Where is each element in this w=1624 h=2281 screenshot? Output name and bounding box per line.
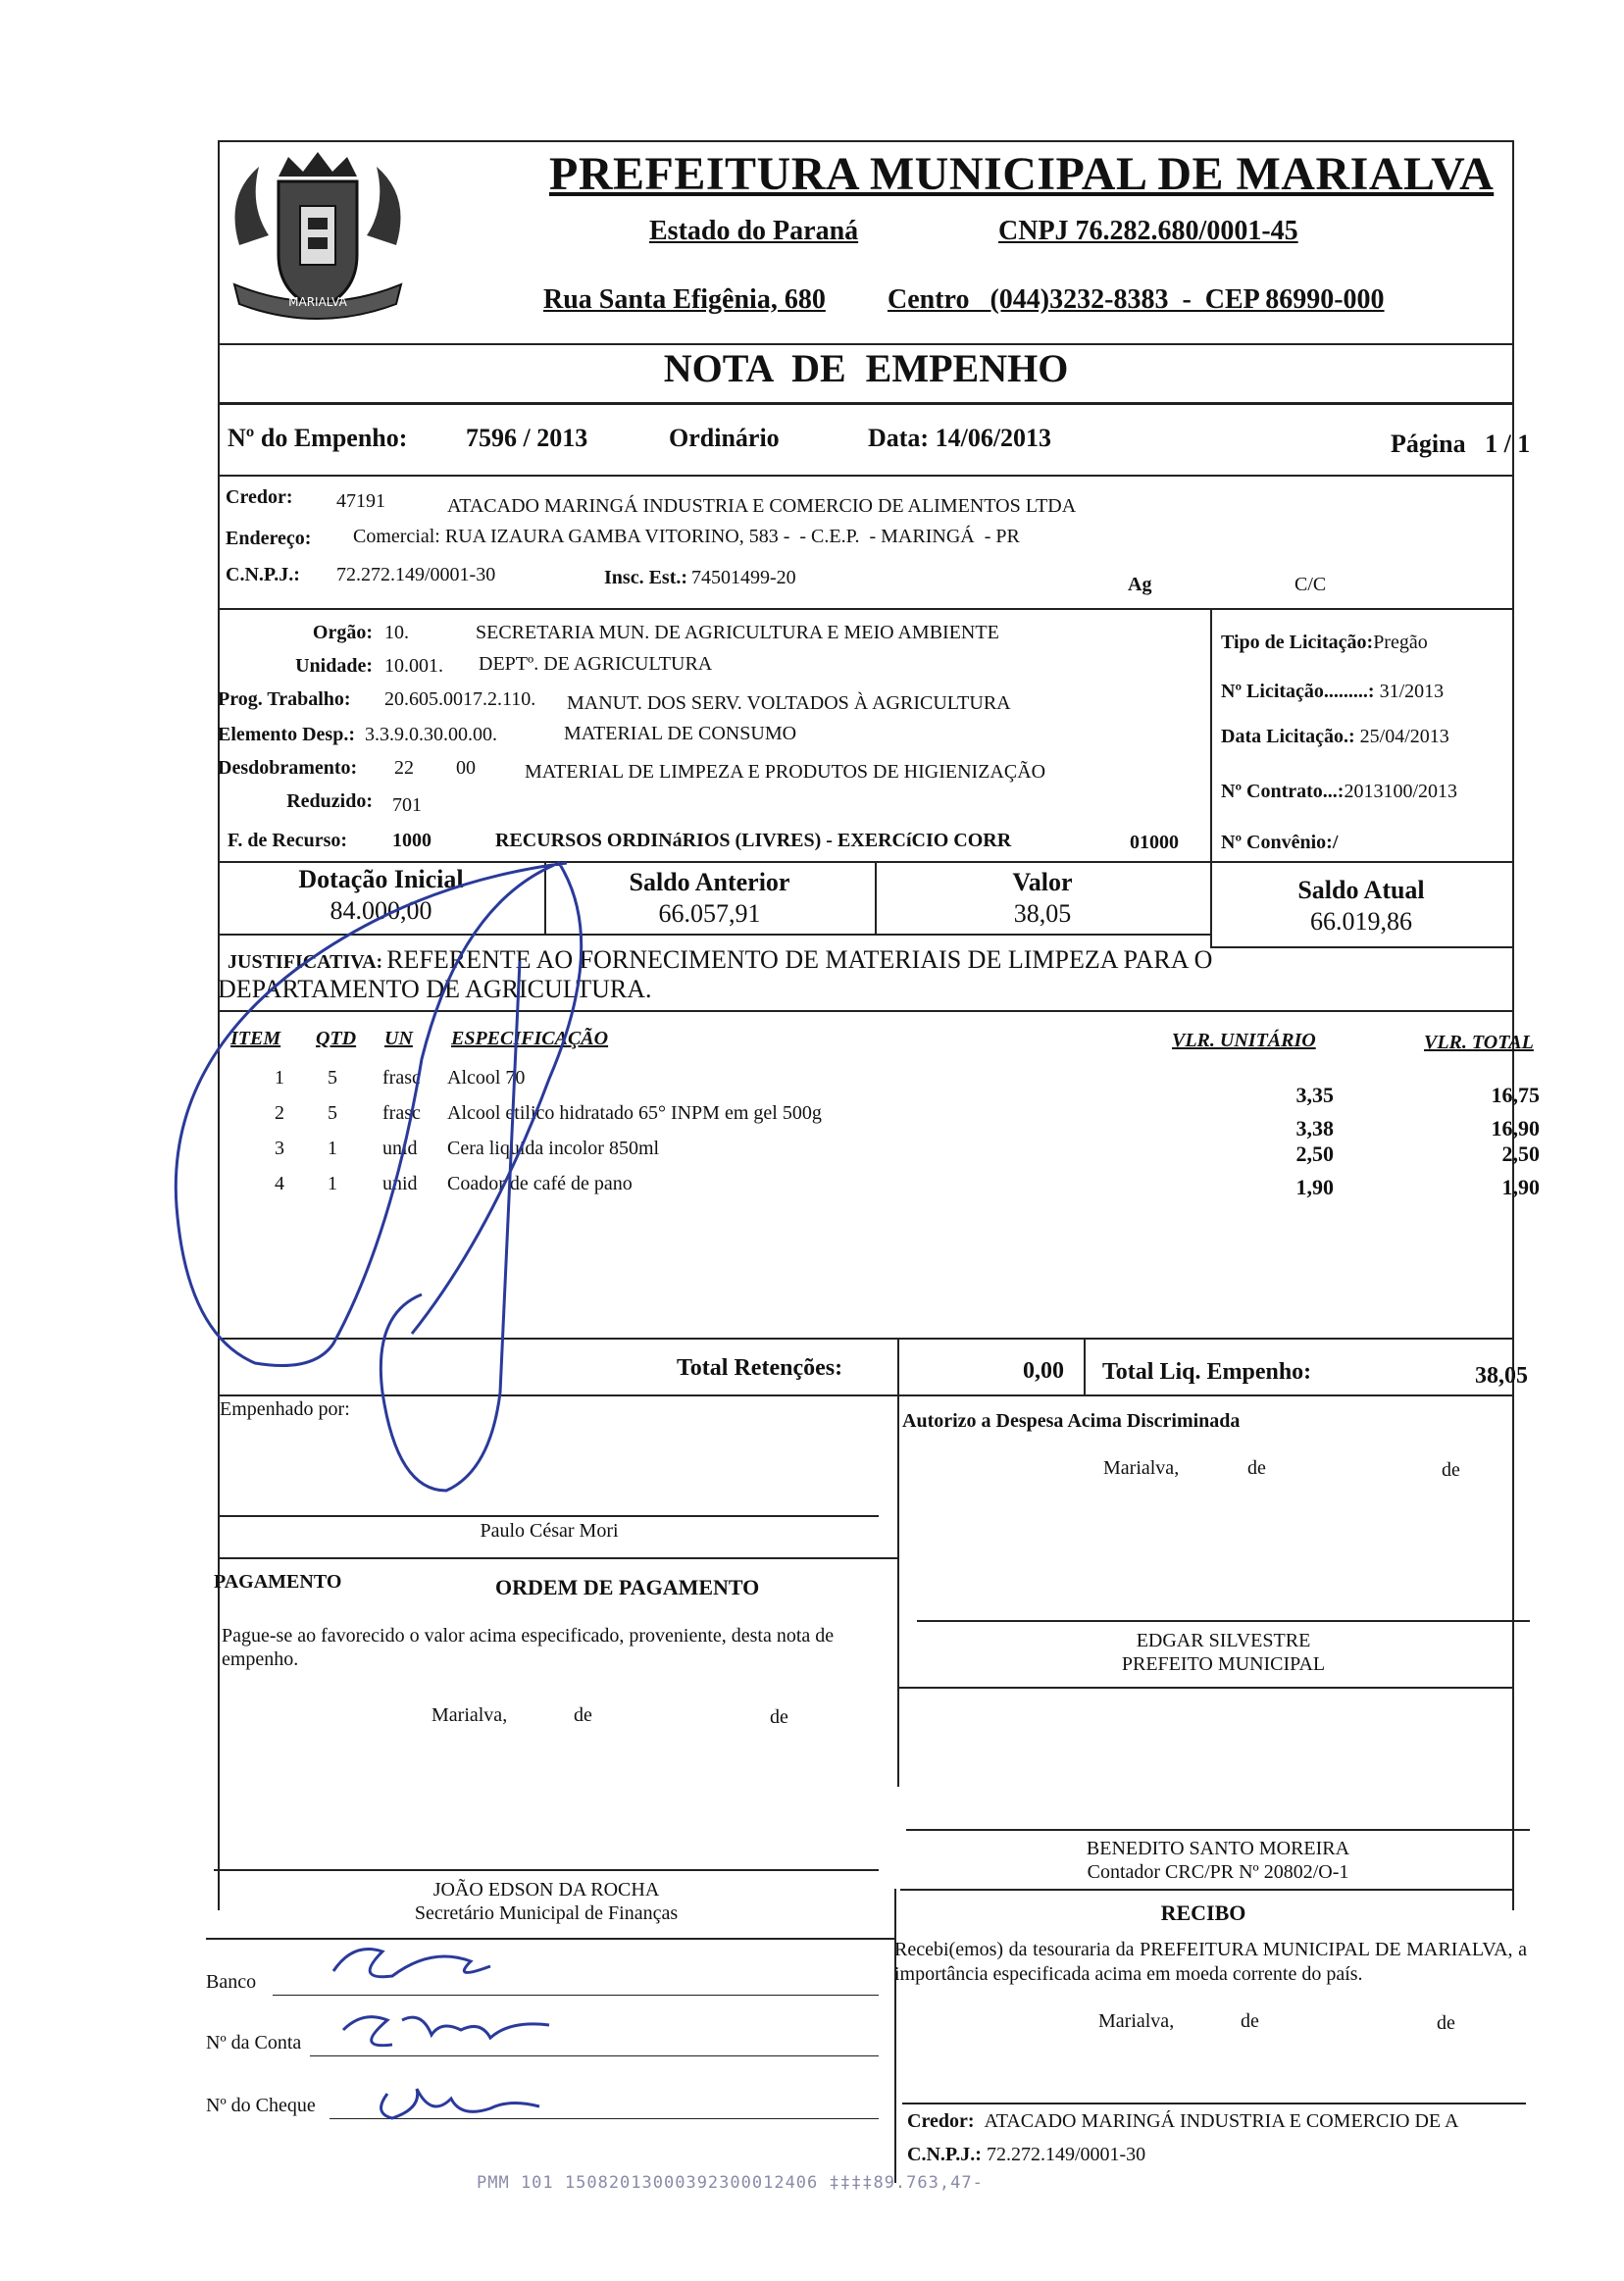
- header-cnpj: CNPJ 76.282.680/0001-45: [998, 216, 1298, 246]
- divider: [1210, 946, 1512, 948]
- reduzido-label: Reduzido:: [286, 790, 373, 812]
- prog-label: Prog. Trabalho:: [218, 688, 351, 710]
- item-spec: Alcool 70: [447, 1067, 526, 1089]
- unidade-name: DEPTº. DE AGRICULTURA: [479, 653, 713, 675]
- orgao-label: Orgão:: [312, 622, 373, 643]
- contador-title: Contador CRC/PR Nº 20802/O-1: [1087, 1861, 1349, 1883]
- pagamento-label: PAGAMENTO: [214, 1571, 342, 1593]
- divider: [218, 1010, 1514, 1012]
- credor-code: 47191: [336, 490, 385, 512]
- insc-label: Insc. Est.:: [604, 567, 688, 588]
- empenhado-name: Paulo César Mori: [480, 1520, 619, 1542]
- numero-licitacao: Nº Licitação.........: 31/2013: [1221, 681, 1445, 702]
- divider-vertical: [1084, 1338, 1086, 1396]
- empenho-date: Data: 14/06/2013: [868, 424, 1052, 452]
- elemento-code: 3.3.9.0.30.00.00.: [365, 724, 497, 745]
- col-valor-total: VLR. TOTAL: [1424, 1032, 1534, 1053]
- desdobramento-code1: 22: [394, 757, 414, 779]
- justificativa-line2: DEPARTAMENTO DE AGRICULTURA.: [218, 975, 652, 1003]
- state-name: Estado do Paraná: [649, 216, 859, 246]
- col-item: ITEM: [230, 1028, 281, 1049]
- footer-stamp: PMM 101 15082013000392300012406 ‡‡‡‡89.763,47-: [477, 2173, 984, 2193]
- item-qtd: 1: [328, 1173, 337, 1194]
- prog-code: 20.605.0017.2.110.: [384, 688, 536, 710]
- divider: [218, 475, 1514, 477]
- unidade-label: Unidade:: [295, 655, 373, 677]
- banco-line: [273, 1995, 879, 1996]
- col-un: UN: [384, 1028, 413, 1049]
- ordem-pagamento-label: ORDEM DE PAGAMENTO: [495, 1575, 760, 1599]
- banco-signature: [333, 1950, 490, 1977]
- divider-vertical: [894, 1889, 896, 2183]
- header-address-rest: Centro (044)3232-8383 - CEP 86990-000: [888, 284, 1385, 315]
- item-number: 3: [275, 1138, 284, 1159]
- item-spec: Coador de café de pano: [447, 1173, 633, 1194]
- page-number: Página 1 / 1: [1391, 430, 1531, 458]
- prog-name: MANUT. DOS SERV. VOLTADOS À AGRICULTURA: [567, 692, 1011, 714]
- dotacao-inicial-value: 84.000,00: [330, 896, 432, 925]
- item-number: 4: [275, 1173, 284, 1194]
- valor-value: 38,05: [1013, 899, 1072, 928]
- header-address: Rua Santa Efigênia, 680: [543, 284, 826, 315]
- divider-vertical: [897, 1338, 899, 1396]
- cc-label: C/C: [1294, 574, 1327, 595]
- item-unit-value: 2,50: [1295, 1141, 1334, 1166]
- pagamento-de2: de: [770, 1706, 788, 1728]
- recibo-de1: de: [1241, 2010, 1259, 2032]
- item-unit-value: 3,35: [1295, 1083, 1334, 1107]
- divider: [218, 1338, 1514, 1340]
- divider: [902, 2103, 1526, 2104]
- pagamento-text: Pague-se ao favorecido o valor acima especificado, proveniente, desta nota de empenho.: [222, 1625, 835, 1670]
- item-unit-value: 3,38: [1295, 1116, 1334, 1140]
- credor-name: ATACADO MARINGÁ INDUSTRIA E COMERCIO DE ALIMENTOS LTDA: [447, 495, 1077, 517]
- divider: [218, 402, 1514, 405]
- document-title: NOTA DE EMPENHO: [663, 346, 1069, 390]
- liquido-value: 38,05: [1475, 1363, 1528, 1389]
- item-number: 1: [275, 1067, 284, 1089]
- signature-line: [917, 1620, 1530, 1622]
- justificativa-line1: REFERENTE AO FORNECIMENTO DE MATERIAIS DE LIMPEZA PARA O: [386, 945, 1213, 974]
- conta-line: [310, 2055, 879, 2056]
- desdobramento-name: MATERIAL DE LIMPEZA E PRODUTOS DE HIGIENIZAÇÃO: [525, 761, 1046, 783]
- recurso-number: 01000: [1130, 832, 1179, 853]
- credor-address: Comercial: RUA IZAURA GAMBA VITORINO, 583 - - C.E.P. - MARINGÁ - PR: [353, 526, 1020, 547]
- item-unit-value: 1,90: [1295, 1175, 1334, 1199]
- conta-handwriting: [343, 2017, 549, 2046]
- item-total-value: 1,90: [1501, 1175, 1540, 1199]
- item-spec: Cera liquida incolor 850ml: [447, 1138, 660, 1159]
- dotacao-inicial-label: Dotação Inicial: [298, 865, 464, 893]
- col-especificacao: ESPECIFICAÇÃO: [451, 1028, 609, 1049]
- unidade-code: 10.001.: [384, 655, 443, 677]
- banco-label: Banco: [206, 1971, 257, 1993]
- table-row: [0, 1138, 1624, 1173]
- divider-vertical: [897, 1394, 899, 1787]
- divider: [218, 934, 1210, 936]
- recurso-label: F. de Recurso:: [228, 830, 348, 851]
- item-total-value: 16,90: [1491, 1116, 1540, 1140]
- recurso-name: RECURSOS ORDINáRIOS (LIVRES) - EXERCíCIO CORR: [495, 830, 1012, 851]
- elemento-name: MATERIAL DE CONSUMO: [564, 723, 797, 744]
- justificativa: [228, 945, 1212, 975]
- orgao-code: 10.: [384, 622, 409, 643]
- cheque-line: [330, 2118, 879, 2119]
- empenho-type: Ordinário: [669, 424, 780, 452]
- item-spec: Alcool etilico hidratado 65° INPM em gel 500g: [447, 1102, 822, 1124]
- tipo-licitacao: Tipo de Licitação:Pregão: [1221, 632, 1428, 653]
- table-row: [0, 1067, 1624, 1107]
- prefeito-title: PREFEITO MUNICIPAL: [1121, 1653, 1326, 1675]
- pagamento-de1: de: [574, 1704, 592, 1726]
- ag-label: Ag: [1128, 574, 1152, 595]
- item-number: 2: [275, 1102, 284, 1124]
- saldo-anterior-value: 66.057,91: [658, 899, 761, 928]
- signature-line: [220, 1515, 879, 1517]
- saldo-anterior-label: Saldo Anterior: [629, 868, 790, 896]
- table-row: [0, 1102, 1624, 1138]
- recibo-credor: Credor: ATACADO MARINGÁ INDUSTRIA E COMERCIO DE A: [907, 2110, 1459, 2132]
- item-un: frasc: [382, 1067, 421, 1089]
- retencoes-label: Total Retenções:: [677, 1355, 843, 1381]
- empenho-label: Nº do Empenho:: [228, 424, 408, 452]
- cheque-label: Nº do Cheque: [206, 2095, 316, 2116]
- secretario-title: Secretário Municipal de Finanças: [414, 1902, 679, 1924]
- divider: [206, 1938, 894, 1940]
- recibo-place: Marialva,: [1098, 2010, 1175, 2032]
- signature-line: [906, 1829, 1530, 1831]
- credor-cnpj: 72.272.149/0001-30: [336, 564, 496, 585]
- item-qtd: 5: [328, 1067, 337, 1089]
- divider: [218, 1394, 1514, 1396]
- item-un: unid: [382, 1138, 418, 1159]
- autorizo-label: Autorizo a Despesa Acima Discriminada: [902, 1410, 1241, 1432]
- secretario-name: JOÃO EDSON DA ROCHA: [432, 1879, 660, 1901]
- reduzido-value: 701: [392, 794, 422, 816]
- valor-label: Valor: [1012, 868, 1073, 896]
- address-label: Endereço:: [226, 528, 312, 549]
- recibo-text: Recebi(emos) da tesouraria da PREFEITURA MUNICIPAL DE MARIALVA, a importância especificada acima em moeda corrente do país.: [894, 1939, 1527, 1985]
- empenho-number: 7596 / 2013: [466, 424, 588, 452]
- empenhado-label: Empenhado por:: [220, 1398, 350, 1420]
- numero-convenio: Nº Convênio:/: [1221, 832, 1339, 853]
- contador-name: BENEDITO SANTO MOREIRA: [1086, 1838, 1350, 1859]
- cheque-handwriting: [381, 2089, 539, 2118]
- item-un: frasc: [382, 1102, 421, 1124]
- conta-label: Nº da Conta: [206, 2032, 302, 2053]
- item-total-value: 16,75: [1491, 1083, 1540, 1107]
- divider: [218, 861, 1514, 863]
- divider: [218, 608, 1514, 610]
- divider: [900, 1889, 1512, 1891]
- saldo-atual-value: 66.019,86: [1310, 907, 1412, 936]
- divider-vertical: [1210, 608, 1212, 863]
- cnpj-label: C.N.P.J.:: [226, 564, 300, 585]
- numero-contrato: Nº Contrato...:2013100/2013: [1221, 781, 1458, 802]
- data-licitacao: Data Licitação.: 25/04/2013: [1221, 726, 1449, 747]
- item-qtd: 1: [328, 1138, 337, 1159]
- insc-value: 74501499-20: [691, 567, 796, 588]
- desdobramento-label: Desdobramento:: [218, 757, 358, 779]
- orgao-name: SECRETARIA MUN. DE AGRICULTURA E MEIO AMBIENTE: [476, 622, 999, 643]
- credor-label: Credor:: [226, 486, 293, 508]
- frame-left: [218, 140, 220, 1910]
- divider: [897, 1687, 1512, 1689]
- justificativa-label: JUSTIFICATIVA:: [228, 951, 383, 973]
- item-qtd: 5: [328, 1102, 337, 1124]
- item-un: unid: [382, 1173, 418, 1194]
- col-valor-unitario: VLR. UNITÁRIO: [1172, 1030, 1316, 1051]
- autorizo-place: Marialva,: [1103, 1457, 1180, 1479]
- coat-of-arms-logo: [220, 137, 416, 333]
- page-title: PREFEITURA MUNICIPAL DE MARIALVA: [549, 148, 1495, 200]
- autorizo-de2: de: [1442, 1459, 1460, 1481]
- liquido-label: Total Liq. Empenho:: [1102, 1359, 1312, 1385]
- divider: [218, 1557, 898, 1559]
- elemento-label: Elemento Desp.:: [218, 724, 355, 745]
- table-row: [0, 1173, 1624, 1208]
- recurso-code: 1000: [392, 830, 431, 851]
- col-qtd: QTD: [316, 1028, 357, 1049]
- svg-text:MARIALVA: MARIALVA: [288, 295, 347, 309]
- saldo-atual-label: Saldo Atual: [1297, 876, 1425, 904]
- autorizo-de1: de: [1247, 1457, 1266, 1479]
- recibo-label: RECIBO: [1160, 1901, 1246, 1925]
- pagamento-place: Marialva,: [431, 1704, 508, 1726]
- recibo-de2: de: [1437, 2012, 1455, 2034]
- city-coat-of-arms-icon: [220, 137, 416, 333]
- prefeito-name: EDGAR SILVESTRE: [1136, 1630, 1311, 1651]
- recibo-cnpj: C.N.P.J.: 72.272.149/0001-30: [907, 2144, 1146, 2165]
- signature-line: [214, 1869, 879, 1871]
- retencoes-value: 0,00: [1023, 1358, 1064, 1384]
- item-total-value: 2,50: [1501, 1141, 1540, 1166]
- desdobramento-code2: 00: [456, 757, 476, 779]
